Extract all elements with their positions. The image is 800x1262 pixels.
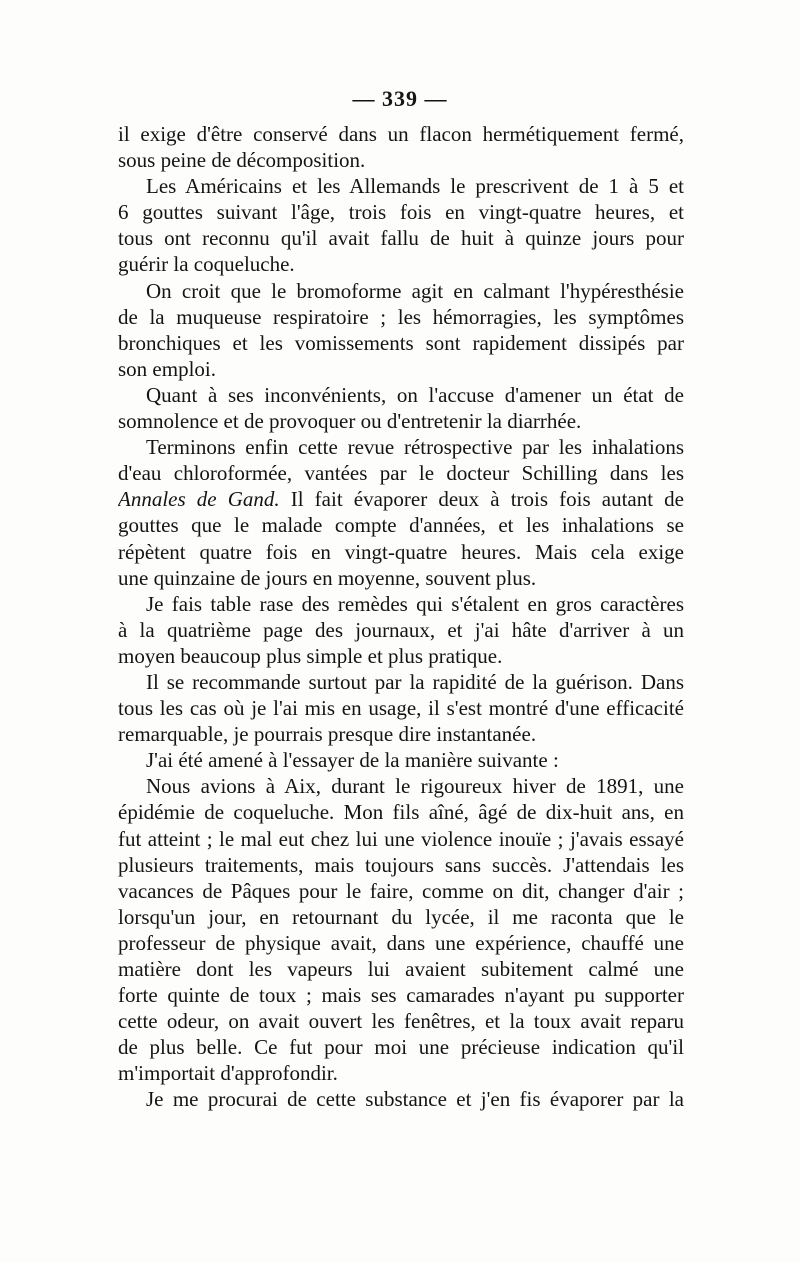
text-line: Je me procurai de cette substance et j'en fis évaporer par la — [146, 1087, 684, 1112]
page-number: — 339 — — [352, 86, 448, 111]
text-line: On croit que le bromoforme agit en calmant l'hypéresthésie — [146, 278, 684, 303]
text-line: cette odeur, on avait ouvert les fenêtres, et la toux avait reparu — [118, 1009, 684, 1034]
text-line: vacances de Pâques pour le faire, comme on dit, changer d'air ; — [118, 878, 684, 903]
text-line: Nous avions à Aix, durant le rigoureux hiver de 1891, une — [146, 774, 684, 799]
text-line: sous peine de décomposition. — [118, 148, 366, 173]
body-text — [118, 121, 684, 1113]
text-line: J'ai été amené à l'essayer de la manière suivante : — [146, 748, 559, 773]
text-line: Terminons enfin cette revue rétrospective par les inhalations — [146, 435, 684, 460]
text-line: Il se recommande surtout par la rapidité de la guérison. Dans — [146, 669, 684, 694]
text-line: bronchiques et les vomissements sont rapidement dissipés par — [118, 330, 684, 355]
text-line: répètent quatre fois en vingt-quatre heures. Mais cela exige — [118, 539, 684, 564]
text-line: 6 gouttes suivant l'âge, trois fois en vingt-quatre heures, et — [118, 200, 684, 225]
text-line: Annales de Gand. Il fait évaporer deux à trois fois autant de — [118, 487, 684, 512]
text-line: de plus belle. Ce fut pour moi une précieuse indication qu'il — [118, 1035, 684, 1060]
text-line: moyen beaucoup plus simple et plus pratique. — [118, 643, 503, 668]
text-line: guérir la coqueluche. — [118, 252, 295, 277]
text-line: épidémie de coqueluche. Mon fils aîné, âgé de dix-huit ans, en — [118, 800, 684, 825]
text-line: tous les cas où je l'ai mis en usage, il s'est montré d'une efficacité — [118, 696, 684, 721]
text-line: à la quatrième page des journaux, et j'ai hâte d'arriver à un — [118, 617, 684, 642]
text-line: remarquable, je pourrais presque dire instantanée. — [118, 722, 537, 747]
text-line: professeur de physique avait, dans une expérience, chauffé une — [118, 930, 684, 955]
text-line: Les Américains et les Allemands le prescrivent de 1 à 5 et — [146, 174, 684, 199]
italic-title: Annales de Gand. — [118, 487, 280, 512]
text-line: m'importait d'approfondir. — [118, 1061, 338, 1086]
text-line: lorsqu'un jour, en retournant du lycée, il me raconta que le — [118, 904, 684, 929]
text-line: plusieurs traitements, mais toujours sans succès. J'attendais les — [118, 852, 684, 877]
text-line: tous ont reconnu qu'il avait fallu de huit à quinze jours pour — [118, 226, 684, 251]
text-line: Quant à ses inconvénients, on l'accuse d'amener un état de — [146, 382, 684, 407]
text-line: d'eau chloroformée, vantées par le docteur Schilling dans les — [118, 461, 684, 486]
text-line: une quinzaine de jours en moyenne, souvent plus. — [118, 565, 537, 590]
text-line: somnolence et de provoquer ou d'entretenir la diarrhée. — [118, 409, 582, 434]
text-line: forte quinte de toux ; mais ses camarades n'ayant pu supporter — [118, 983, 684, 1008]
text-line: fut atteint ; le mal eut chez lui une violence inouïe ; j'avais essayé — [118, 826, 684, 851]
text-line: son emploi. — [118, 356, 216, 381]
text-line: Je fais table rase des remèdes qui s'étalent en gros caractères — [146, 591, 684, 616]
text-line: de la muqueuse respiratoire ; les hémorragies, les symptômes — [118, 304, 684, 329]
text-line: matière dont les vapeurs lui avaient subitement calmé une — [118, 957, 684, 981]
text-line: il exige d'être conservé dans un flacon hermétiquement fermé, — [118, 122, 684, 146]
text-line: gouttes que le malade compte d'années, et les inhalations se — [118, 513, 684, 538]
